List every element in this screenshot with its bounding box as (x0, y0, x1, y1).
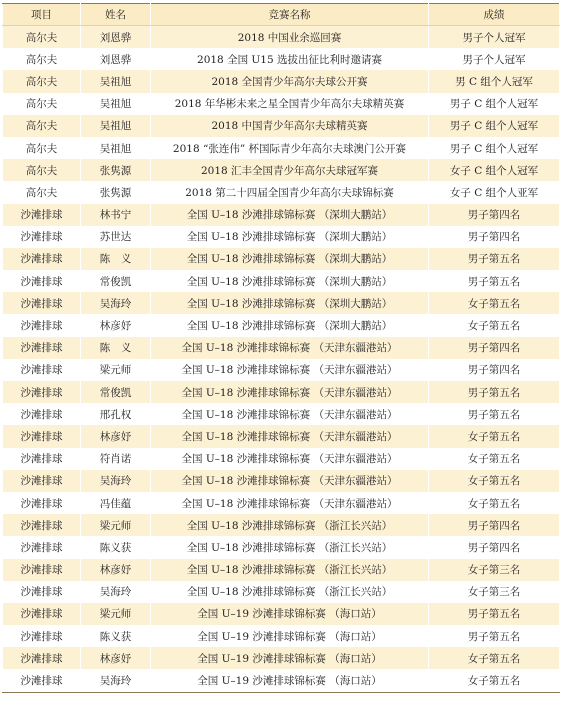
table-header-row (3, 4, 560, 26)
cell-sport: 沙滩排球 (3, 337, 81, 359)
cell-name: 苏世达 (81, 226, 151, 248)
cell-competition: 全国 U–18 沙滩排球锦标赛 （深圳大鹏站） (151, 270, 429, 292)
cell-competition: 全国 U–18 沙滩排球锦标赛 （天津东疆港站） (151, 492, 429, 514)
cell-result: 男子第五名 (429, 248, 560, 270)
table-row (3, 248, 560, 270)
cell-result: 男子第四名 (429, 337, 560, 359)
cell-competition: 全国 U–18 沙滩排球锦标赛 （天津东疆港站） (151, 337, 429, 359)
cell-competition: 2018 中国业余巡回赛 (151, 26, 429, 49)
cell-sport: 沙滩排球 (3, 536, 81, 558)
table-row (3, 403, 560, 425)
cell-sport: 沙滩排球 (3, 314, 81, 336)
cell-sport: 沙滩排球 (3, 248, 81, 270)
cell-name: 林书宁 (81, 204, 151, 226)
cell-result: 男子第五名 (429, 270, 560, 292)
table-row (3, 159, 560, 181)
cell-sport: 沙滩排球 (3, 647, 81, 669)
cell-name: 陈 义 (81, 337, 151, 359)
table-row (3, 581, 560, 603)
cell-competition: 2018 全国 U15 选拔出征比利时邀请赛 (151, 48, 429, 70)
cell-competition: 全国 U–18 沙滩排球锦标赛 （天津东疆港站） (151, 403, 429, 425)
cell-name: 刘恩骅 (81, 26, 151, 49)
cell-result: 女子第五名 (429, 448, 560, 470)
cell-competition: 全国 U–18 沙滩排球锦标赛 （天津东疆港站） (151, 448, 429, 470)
cell-name: 林彦妤 (81, 559, 151, 581)
cell-competition: 全国 U–19 沙滩排球锦标赛 （海口站） (151, 647, 429, 669)
cell-name: 林彦妤 (81, 425, 151, 447)
table-row (3, 204, 560, 226)
cell-sport: 沙滩排球 (3, 470, 81, 492)
cell-name: 梁元师 (81, 514, 151, 536)
cell-name: 吴海玲 (81, 292, 151, 314)
cell-result: 男子第四名 (429, 226, 560, 248)
cell-name: 林彦妤 (81, 647, 151, 669)
table-row (3, 70, 560, 92)
cell-name: 梁元师 (81, 603, 151, 625)
cell-name: 张隽源 (81, 159, 151, 181)
header-name: 姓名 (81, 4, 151, 26)
cell-result: 男子第四名 (429, 204, 560, 226)
table-row (3, 181, 560, 203)
table-row (3, 603, 560, 625)
cell-competition: 全国 U–18 沙滩排球锦标赛 （天津东疆港站） (151, 425, 429, 447)
table-row (3, 48, 560, 70)
cell-name: 吴海玲 (81, 581, 151, 603)
header-competition: 竞赛名称 (151, 4, 429, 26)
cell-sport: 沙滩排球 (3, 448, 81, 470)
cell-result: 女子第五名 (429, 470, 560, 492)
table-row (3, 514, 560, 536)
cell-result: 男子 C 组个人冠军 (429, 137, 560, 159)
cell-sport: 高尔夫 (3, 70, 81, 92)
cell-name: 邢孔权 (81, 403, 151, 425)
cell-name: 常俊凯 (81, 381, 151, 403)
cell-result: 女子第三名 (429, 559, 560, 581)
cell-name: 梁元师 (81, 359, 151, 381)
cell-competition: 2018 第二十四届全国青少年高尔夫球锦标赛 (151, 181, 429, 203)
cell-result: 男子第五名 (429, 381, 560, 403)
cell-result: 女子 C 组个人冠军 (429, 159, 560, 181)
table-row (3, 137, 560, 159)
cell-sport: 沙滩排球 (3, 625, 81, 647)
cell-result: 男 C 组个人冠军 (429, 70, 560, 92)
cell-sport: 沙滩排球 (3, 603, 81, 625)
table-row (3, 292, 560, 314)
cell-name: 冯佳蕴 (81, 492, 151, 514)
cell-competition: 全国 U–18 沙滩排球锦标赛 （深圳大鹏站） (151, 204, 429, 226)
cell-sport: 沙滩排球 (3, 669, 81, 692)
cell-competition: 全国 U–18 沙滩排球锦标赛 （深圳大鹏站） (151, 248, 429, 270)
cell-competition: 全国 U–19 沙滩排球锦标赛 （海口站） (151, 625, 429, 647)
table-row (3, 470, 560, 492)
cell-name: 常俊凯 (81, 270, 151, 292)
cell-sport: 高尔夫 (3, 26, 81, 49)
cell-competition: 全国 U–18 沙滩排球锦标赛 （天津东疆港站） (151, 381, 429, 403)
cell-competition: 全国 U–18 沙滩排球锦标赛 （深圳大鹏站） (151, 292, 429, 314)
cell-sport: 高尔夫 (3, 159, 81, 181)
cell-name: 吴海玲 (81, 470, 151, 492)
table-body (3, 26, 560, 693)
cell-result: 女子第五名 (429, 492, 560, 514)
cell-result: 男子 C 组个人冠军 (429, 115, 560, 137)
cell-name: 陈义获 (81, 625, 151, 647)
cell-name: 吴祖旭 (81, 115, 151, 137)
cell-name: 陈 义 (81, 248, 151, 270)
cell-name: 吴祖旭 (81, 93, 151, 115)
cell-result: 女子第五名 (429, 425, 560, 447)
cell-sport: 高尔夫 (3, 93, 81, 115)
table-row (3, 669, 560, 692)
cell-sport: 沙滩排球 (3, 559, 81, 581)
cell-result: 男子个人冠军 (429, 48, 560, 70)
cell-name: 张隽源 (81, 181, 151, 203)
cell-result: 女子第五名 (429, 292, 560, 314)
table-row (3, 270, 560, 292)
table-row (3, 381, 560, 403)
cell-name: 刘恩骅 (81, 48, 151, 70)
cell-result: 男子第四名 (429, 359, 560, 381)
table-row (3, 93, 560, 115)
cell-competition: 全国 U–19 沙滩排球锦标赛 （海口站） (151, 669, 429, 692)
cell-result: 女子第五名 (429, 314, 560, 336)
cell-result: 男子第五名 (429, 625, 560, 647)
cell-result: 男子第四名 (429, 536, 560, 558)
header-sport: 项目 (3, 4, 81, 26)
table-row (3, 115, 560, 137)
cell-competition: 全国 U–18 沙滩排球锦标赛 （天津东疆港站） (151, 359, 429, 381)
cell-sport: 沙滩排球 (3, 359, 81, 381)
cell-result: 男子第五名 (429, 403, 560, 425)
table-row (3, 314, 560, 336)
cell-sport: 沙滩排球 (3, 581, 81, 603)
cell-competition: 全国 U–19 沙滩排球锦标赛 （海口站） (151, 603, 429, 625)
cell-result: 女子第三名 (429, 581, 560, 603)
table-row (3, 359, 560, 381)
cell-sport: 沙滩排球 (3, 514, 81, 536)
cell-competition: 全国 U–18 沙滩排球锦标赛 （浙江长兴站） (151, 536, 429, 558)
cell-competition: 2018 年华彬未来之星全国青少年高尔夫球精英赛 (151, 93, 429, 115)
cell-sport: 沙滩排球 (3, 292, 81, 314)
table-row (3, 625, 560, 647)
cell-competition: 全国 U–18 沙滩排球锦标赛 （深圳大鹏站） (151, 314, 429, 336)
cell-sport: 高尔夫 (3, 181, 81, 203)
cell-name: 林彦妤 (81, 314, 151, 336)
cell-sport: 高尔夫 (3, 115, 81, 137)
cell-result: 男子 C 组个人冠军 (429, 93, 560, 115)
cell-competition: 全国 U–18 沙滩排球锦标赛 （深圳大鹏站） (151, 226, 429, 248)
table-row (3, 647, 560, 669)
cell-sport: 沙滩排球 (3, 270, 81, 292)
cell-competition: 全国 U–18 沙滩排球锦标赛 （浙江长兴站） (151, 581, 429, 603)
cell-result: 女子 C 组个人亚军 (429, 181, 560, 203)
cell-sport: 沙滩排球 (3, 226, 81, 248)
cell-sport: 沙滩排球 (3, 403, 81, 425)
cell-result: 女子第五名 (429, 647, 560, 669)
table-row (3, 26, 560, 49)
header-result: 成绩 (429, 4, 560, 26)
cell-sport: 高尔夫 (3, 48, 81, 70)
cell-result: 男子第五名 (429, 603, 560, 625)
cell-sport: 沙滩排球 (3, 492, 81, 514)
table-row (3, 536, 560, 558)
cell-competition: 2018 中国青少年高尔夫球精英赛 (151, 115, 429, 137)
results-table (2, 3, 560, 693)
table-row (3, 337, 560, 359)
cell-result: 男子第四名 (429, 514, 560, 536)
cell-sport: 沙滩排球 (3, 204, 81, 226)
cell-sport: 高尔夫 (3, 137, 81, 159)
cell-name: 符肖诺 (81, 448, 151, 470)
cell-result: 女子第五名 (429, 669, 560, 692)
cell-sport: 沙滩排球 (3, 425, 81, 447)
cell-name: 陈义获 (81, 536, 151, 558)
cell-name: 吴海玲 (81, 669, 151, 692)
cell-name: 吴祖旭 (81, 70, 151, 92)
cell-competition: 全国 U–18 沙滩排球锦标赛 （浙江长兴站） (151, 559, 429, 581)
cell-name: 吴祖旭 (81, 137, 151, 159)
cell-result: 男子个人冠军 (429, 26, 560, 49)
cell-competition: 全国 U–18 沙滩排球锦标赛 （浙江长兴站） (151, 514, 429, 536)
cell-competition: 2018 汇丰全国青少年高尔夫球冠军赛 (151, 159, 429, 181)
table-row (3, 226, 560, 248)
table-row (3, 559, 560, 581)
table-row (3, 448, 560, 470)
cell-competition: 2018 全国青少年高尔夫球公开赛 (151, 70, 429, 92)
results-table-container (2, 3, 559, 693)
cell-sport: 沙滩排球 (3, 381, 81, 403)
cell-competition: 2018 “张连伟” 杯国际青少年高尔夫球澳门公开赛 (151, 137, 429, 159)
table-row (3, 492, 560, 514)
table-row (3, 425, 560, 447)
cell-competition: 全国 U–18 沙滩排球锦标赛 （天津东疆港站） (151, 470, 429, 492)
